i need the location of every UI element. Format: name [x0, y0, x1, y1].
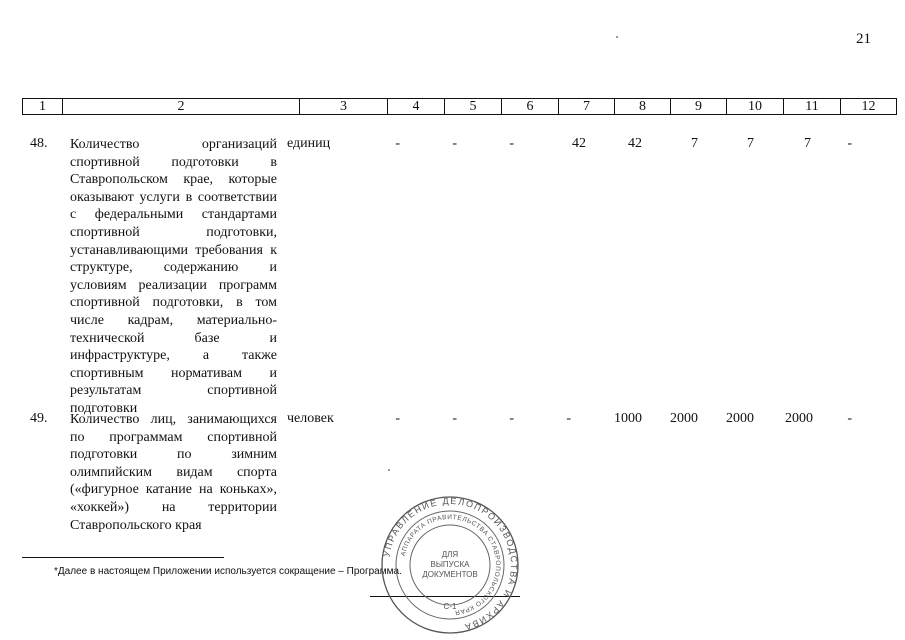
value-cell: - — [395, 411, 400, 426]
value-cell: - — [452, 411, 457, 426]
unit-of-measure: человек — [287, 411, 334, 426]
value-cell: - — [509, 136, 514, 151]
value-cell: 2000 — [670, 411, 698, 426]
value-cell: 7 — [691, 136, 698, 151]
header-row — [23, 99, 897, 115]
stamp-code: С-1 — [443, 602, 457, 611]
header-cell: 1 — [23, 99, 63, 115]
header-cell: 11 — [784, 99, 841, 115]
footnote-text: *Далее в настоящем Приложении используется сокращение – Программа. — [54, 566, 402, 577]
unit-of-measure: единиц — [287, 136, 331, 151]
header-cell: 12 — [841, 99, 897, 115]
value-cell: - — [395, 136, 400, 151]
header-cell: 2 — [63, 99, 300, 115]
value-cell: 7 — [804, 136, 811, 151]
value-cell: 2000 — [785, 411, 813, 426]
header-cell: 3 — [300, 99, 388, 115]
value-cell: - — [452, 136, 457, 151]
value-cell: 2000 — [726, 411, 754, 426]
stamp-inner-text: АППАРАТА ПРАВИТЕЛЬСТВА СТАВРОПОЛЬСКОГО КРАЯ — [399, 513, 502, 616]
value-cell: 1000 — [614, 411, 642, 426]
column-header-table — [22, 98, 897, 115]
value-cell: 42 — [572, 136, 586, 151]
header-cell: 7 — [559, 99, 615, 115]
stamp-center-line: ДОКУМЕНТОВ — [422, 570, 478, 579]
footnote-divider — [22, 557, 224, 558]
header-cell: 5 — [445, 99, 502, 115]
value-cell: - — [847, 136, 852, 151]
indicator-description: Количество лиц, занимающихся по программам спортивной подготовки по зимним олимпийским видам спорта («фигурное катание на коньках», «хоккей») на территории Ставропольского края — [70, 412, 277, 533]
stamp-center-line: ДЛЯ — [441, 550, 459, 559]
scan-speck — [616, 36, 618, 38]
value-cell: - — [509, 411, 514, 426]
value-cell: 7 — [747, 136, 754, 151]
row-number: 49. — [30, 411, 48, 426]
header-cell: 8 — [615, 99, 671, 115]
official-stamp — [380, 495, 520, 635]
stamp-outer-text: УПРАВЛЕНИЕ ДЕЛОПРОИЗВОДСТВА И АРХИВА — [381, 495, 520, 633]
scan-speck — [388, 469, 390, 471]
stamp-center-line: ВЫПУСКА — [430, 560, 470, 569]
header-cell: 6 — [502, 99, 559, 115]
page-number: 21 — [856, 31, 871, 47]
value-cell: - — [847, 411, 852, 426]
value-cell: 42 — [628, 136, 642, 151]
header-cell: 4 — [388, 99, 445, 115]
indicator-description: Количество организаций спортивной подготовки в Ставропольском крае, которые оказывают услуги в соответствии с федеральными стандартами спортивной подготовки, устанавливающими требования к структуре, содержанию и условиям реализации программ спортивной подготовки, в том числе кадрам, материально-технической базе и инфраструктуре, а также спортивным нормативам и результатам спортивной подготовки — [70, 137, 277, 416]
value-cell: - — [566, 411, 571, 426]
row-number: 48. — [30, 136, 48, 151]
header-cell: 9 — [671, 99, 727, 115]
header-cell: 10 — [727, 99, 784, 115]
